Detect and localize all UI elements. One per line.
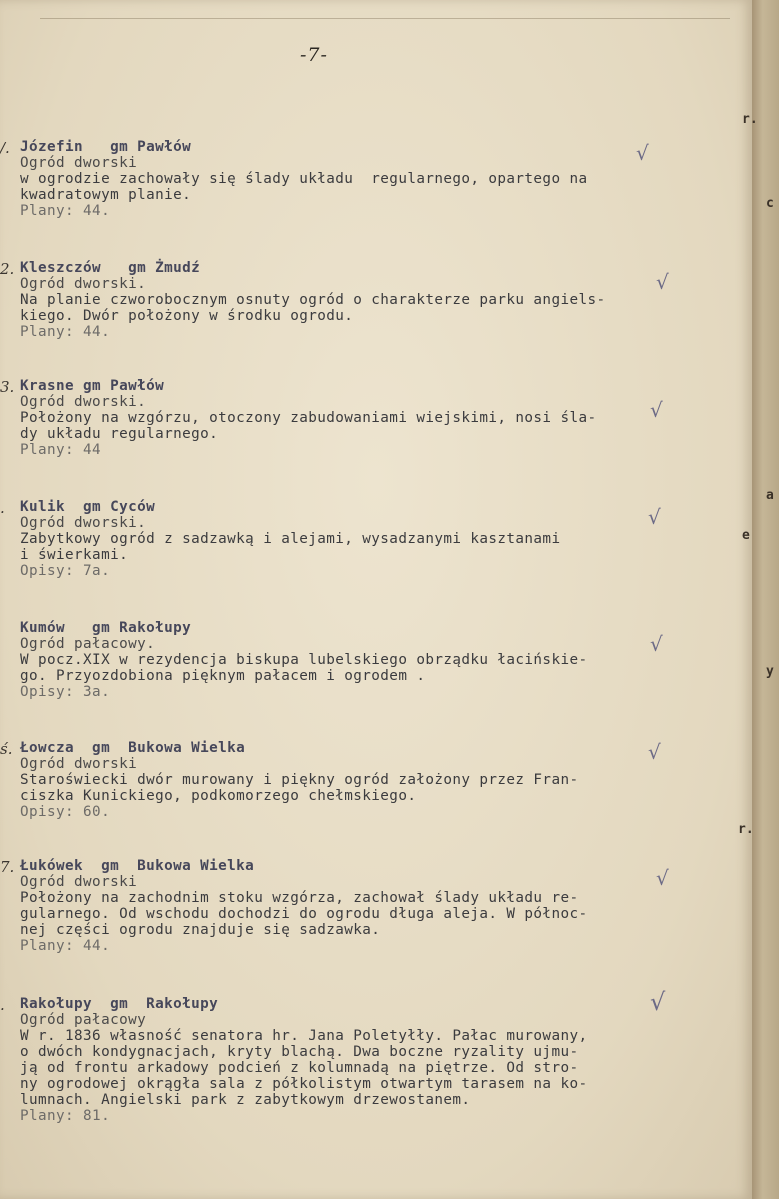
entry-line: Plany: 44.: [20, 938, 111, 954]
entry-line: Opisy: 3a.: [20, 684, 111, 700]
entry-line: gularnego. Od wschodu dochodzi do ogrodu długa aleja. W północ-: [20, 906, 588, 922]
checkmark-icon: √: [636, 141, 649, 165]
entry-line: nej części ogrodu znajduje się sadzawka.: [20, 922, 381, 938]
entry-number: .: [0, 499, 5, 517]
entry-title: Łukówek gm Bukowa Wielka: [20, 858, 255, 874]
entry-number: .: [0, 996, 5, 1014]
edge-mark: e: [742, 528, 750, 543]
checkmark-icon: √: [648, 505, 661, 529]
checkmark-icon: √: [648, 740, 661, 764]
edge-mark: a: [766, 488, 774, 503]
entry-line: Ogród pałacowy: [20, 1012, 147, 1028]
entry-title: Krasne gm Pawłów: [20, 378, 165, 394]
entry-line: Ogród dworski.: [20, 515, 147, 531]
entry-number: /.: [0, 139, 10, 157]
entry-line: Staroświecki dwór murowany i piękny ogród założony przez Fran-: [20, 772, 579, 788]
checkmark-icon: √: [650, 398, 663, 422]
entry-title: Łowcza gm Bukowa Wielka: [20, 740, 246, 756]
entry-line: w ogrodzie zachowały się ślady układu regularnego, opartego na: [20, 171, 588, 187]
entry-line: o dwóch kondygnacjach, kryty blachą. Dwa boczne ryzality ujmu-: [20, 1044, 579, 1060]
entry-line: ciszka Kunickiego, podkomorzego chełmskiego.: [20, 788, 417, 804]
entry-line: Opisy: 7a.: [20, 563, 111, 579]
entry-line: Ogród dworski: [20, 155, 138, 171]
entry-line: Na planie czworobocznym osnuty ogród o charakterze parku angiels-: [20, 292, 606, 308]
entry-line: ny ogrodowej okrągła sala z półkolistym otwartym tarasem na ko-: [20, 1076, 588, 1092]
edge-mark: r.: [738, 822, 754, 837]
page-top-rule: [40, 18, 730, 19]
entry-line: Ogród dworski: [20, 756, 138, 772]
adjacent-page-edge: [738, 0, 779, 1199]
entry-line: W r. 1836 własność senatora hr. Jana Poletyłły. Pałac murowany,: [20, 1028, 588, 1044]
checkmark-icon: √: [650, 988, 666, 1016]
checkmark-icon: √: [656, 270, 669, 294]
entry-line: Plany: 44: [20, 442, 102, 458]
entry-line: W pocz.XIX w rezydencja biskupa lubelskiego obrządku łacińskie-: [20, 652, 588, 668]
entry-number: 7.: [0, 858, 15, 876]
entry-line: Położony na wzgórzu, otoczony zabudowaniami wiejskimi, nosi śla-: [20, 410, 597, 426]
checkmark-icon: √: [650, 632, 663, 656]
entry-number: 2.: [0, 260, 15, 278]
entry-title: Kulik gm Cyców: [20, 499, 156, 515]
entry-title: Józefin gm Pawłów: [20, 139, 192, 155]
entry-number: ś.: [0, 740, 13, 758]
entry-line: Ogród dworski: [20, 874, 138, 890]
entry-line: dy układu regularnego.: [20, 426, 219, 442]
entry-line: lumnach. Angielski park z zabytkowym drzewostanem.: [20, 1092, 471, 1108]
entry-line: Ogród dworski.: [20, 394, 147, 410]
entry-title: Kumów gm Rakołupy: [20, 620, 192, 636]
edge-mark: y: [766, 664, 774, 679]
edge-mark: r.: [742, 112, 758, 127]
entry-line: Ogród pałacowy.: [20, 636, 156, 652]
entry-line: ją od frontu arkadowy podcień z kolumnadą na piętrze. Od stro-: [20, 1060, 579, 1076]
entry-line: go. Przyozdobiona pięknym pałacem i ogrodem .: [20, 668, 426, 684]
entry-line: Ogród dworski.: [20, 276, 147, 292]
checkmark-icon: √: [656, 866, 669, 890]
entry-line: Opisy: 60.: [20, 804, 111, 820]
entry-line: Plany: 81.: [20, 1108, 111, 1124]
entry-line: Plany: 44.: [20, 324, 111, 340]
entry-title: Kleszczów gm Żmudź: [20, 260, 201, 276]
entry-line: kwadratowym planie.: [20, 187, 192, 203]
edge-mark: c: [766, 196, 774, 211]
entry-line: kiego. Dwór położony w środku ogrodu.: [20, 308, 354, 324]
entry-line: Zabytkowy ogród z sadzawką i alejami, wysadzanymi kasztanami: [20, 531, 561, 547]
entry-line: i świerkami.: [20, 547, 129, 563]
entry-title: Rakołupy gm Rakołupy: [20, 996, 219, 1012]
entry-line: Plany: 44.: [20, 203, 111, 219]
page-number: -7-: [300, 44, 328, 66]
entry-number: 3.: [0, 378, 15, 396]
entry-line: Położony na zachodnim stoku wzgórza, zachował ślady układu re-: [20, 890, 579, 906]
